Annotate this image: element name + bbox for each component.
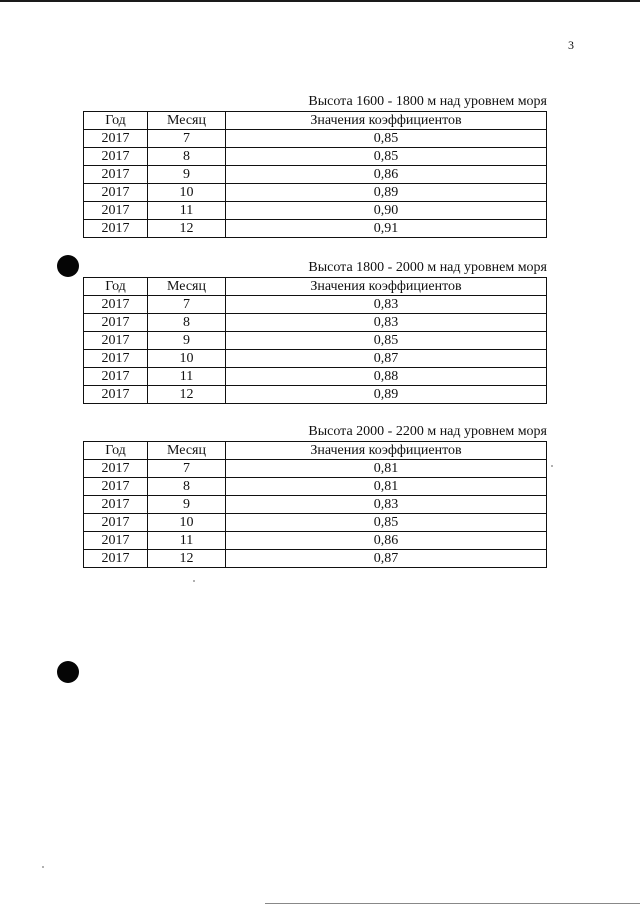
cell-value: 0,88 xyxy=(226,368,547,386)
cell-year: 2017 xyxy=(84,514,148,532)
table-row xyxy=(84,184,547,202)
cell-month: 8 xyxy=(148,148,226,166)
cell-year: 2017 xyxy=(84,296,148,314)
table-header-row xyxy=(84,442,547,460)
table-row xyxy=(84,148,547,166)
cell-value: 0,91 xyxy=(226,220,547,238)
table-row xyxy=(84,220,547,238)
cell-month: 7 xyxy=(148,130,226,148)
cell-value: 0,86 xyxy=(226,166,547,184)
punch-hole-mark xyxy=(57,661,79,683)
cell-year: 2017 xyxy=(84,532,148,550)
table-row xyxy=(84,460,547,478)
table-row xyxy=(84,350,547,368)
cell-month: 8 xyxy=(148,314,226,332)
coefficient-table xyxy=(83,277,547,404)
cell-month: 9 xyxy=(148,166,226,184)
table-row xyxy=(84,532,547,550)
header-coefficient-value: Значения коэффициентов xyxy=(226,442,547,460)
cell-year: 2017 xyxy=(84,478,148,496)
cell-value: 0,85 xyxy=(226,148,547,166)
cell-month: 12 xyxy=(148,550,226,568)
cell-value: 0,89 xyxy=(226,184,547,202)
cell-year: 2017 xyxy=(84,220,148,238)
header-month: Месяц xyxy=(148,442,226,460)
cell-year: 2017 xyxy=(84,332,148,350)
cell-month: 8 xyxy=(148,478,226,496)
page-top-edge xyxy=(0,0,640,2)
cell-month: 10 xyxy=(148,350,226,368)
scan-speck xyxy=(551,465,553,467)
cell-month: 11 xyxy=(148,202,226,220)
cell-value: 0,87 xyxy=(226,550,547,568)
height-caption: Высота 2000 - 2200 м над уровнем моря xyxy=(308,424,547,439)
table-row xyxy=(84,496,547,514)
header-year: Год xyxy=(84,112,148,130)
table-row xyxy=(84,296,547,314)
header-month: Месяц xyxy=(148,112,226,130)
table-header-row xyxy=(84,112,547,130)
cell-year: 2017 xyxy=(84,166,148,184)
header-coefficient-value: Значения коэффициентов xyxy=(226,278,547,296)
cell-value: 0,83 xyxy=(226,314,547,332)
table-row xyxy=(84,478,547,496)
table-row xyxy=(84,550,547,568)
cell-month: 9 xyxy=(148,332,226,350)
cell-month: 11 xyxy=(148,368,226,386)
cell-year: 2017 xyxy=(84,460,148,478)
cell-value: 0,81 xyxy=(226,478,547,496)
coefficient-section-1600-1800 xyxy=(83,93,547,238)
height-caption: Высота 1600 - 1800 м над уровнем моря xyxy=(308,94,547,109)
cell-month: 10 xyxy=(148,514,226,532)
table-row xyxy=(84,166,547,184)
page-number: 3 xyxy=(568,38,574,52)
cell-year: 2017 xyxy=(84,550,148,568)
cell-value: 0,85 xyxy=(226,332,547,350)
cell-value: 0,83 xyxy=(226,496,547,514)
cell-year: 2017 xyxy=(84,368,148,386)
cell-month: 7 xyxy=(148,296,226,314)
cell-year: 2017 xyxy=(84,202,148,220)
cell-value: 0,81 xyxy=(226,460,547,478)
header-month: Месяц xyxy=(148,278,226,296)
cell-value: 0,83 xyxy=(226,296,547,314)
cell-year: 2017 xyxy=(84,496,148,514)
table-row xyxy=(84,314,547,332)
coefficient-section-2000-2200 xyxy=(83,423,547,568)
header-coefficient-value: Значения коэффициентов xyxy=(226,112,547,130)
cell-year: 2017 xyxy=(84,130,148,148)
cell-value: 0,85 xyxy=(226,514,547,532)
height-caption: Высота 1800 - 2000 м над уровнем моря xyxy=(308,260,547,275)
cell-year: 2017 xyxy=(84,148,148,166)
table-row xyxy=(84,386,547,404)
table-row xyxy=(84,368,547,386)
punch-hole-mark xyxy=(57,255,79,277)
scan-speck xyxy=(193,580,195,582)
cell-value: 0,85 xyxy=(226,130,547,148)
cell-value: 0,90 xyxy=(226,202,547,220)
table-header-row xyxy=(84,278,547,296)
header-year: Год xyxy=(84,442,148,460)
table-row xyxy=(84,130,547,148)
scan-speck xyxy=(42,866,44,868)
cell-month: 11 xyxy=(148,532,226,550)
table-row xyxy=(84,332,547,350)
table-row xyxy=(84,514,547,532)
coefficient-table xyxy=(83,441,547,568)
page-bottom-edge xyxy=(265,903,640,904)
table-row xyxy=(84,202,547,220)
cell-year: 2017 xyxy=(84,314,148,332)
cell-year: 2017 xyxy=(84,386,148,404)
header-year: Год xyxy=(84,278,148,296)
cell-month: 10 xyxy=(148,184,226,202)
cell-value: 0,87 xyxy=(226,350,547,368)
cell-month: 12 xyxy=(148,386,226,404)
coefficient-section-1800-2000 xyxy=(83,259,547,404)
cell-value: 0,86 xyxy=(226,532,547,550)
cell-value: 0,89 xyxy=(226,386,547,404)
cell-month: 12 xyxy=(148,220,226,238)
cell-year: 2017 xyxy=(84,184,148,202)
cell-month: 7 xyxy=(148,460,226,478)
coefficient-table xyxy=(83,111,547,238)
cell-month: 9 xyxy=(148,496,226,514)
cell-year: 2017 xyxy=(84,350,148,368)
